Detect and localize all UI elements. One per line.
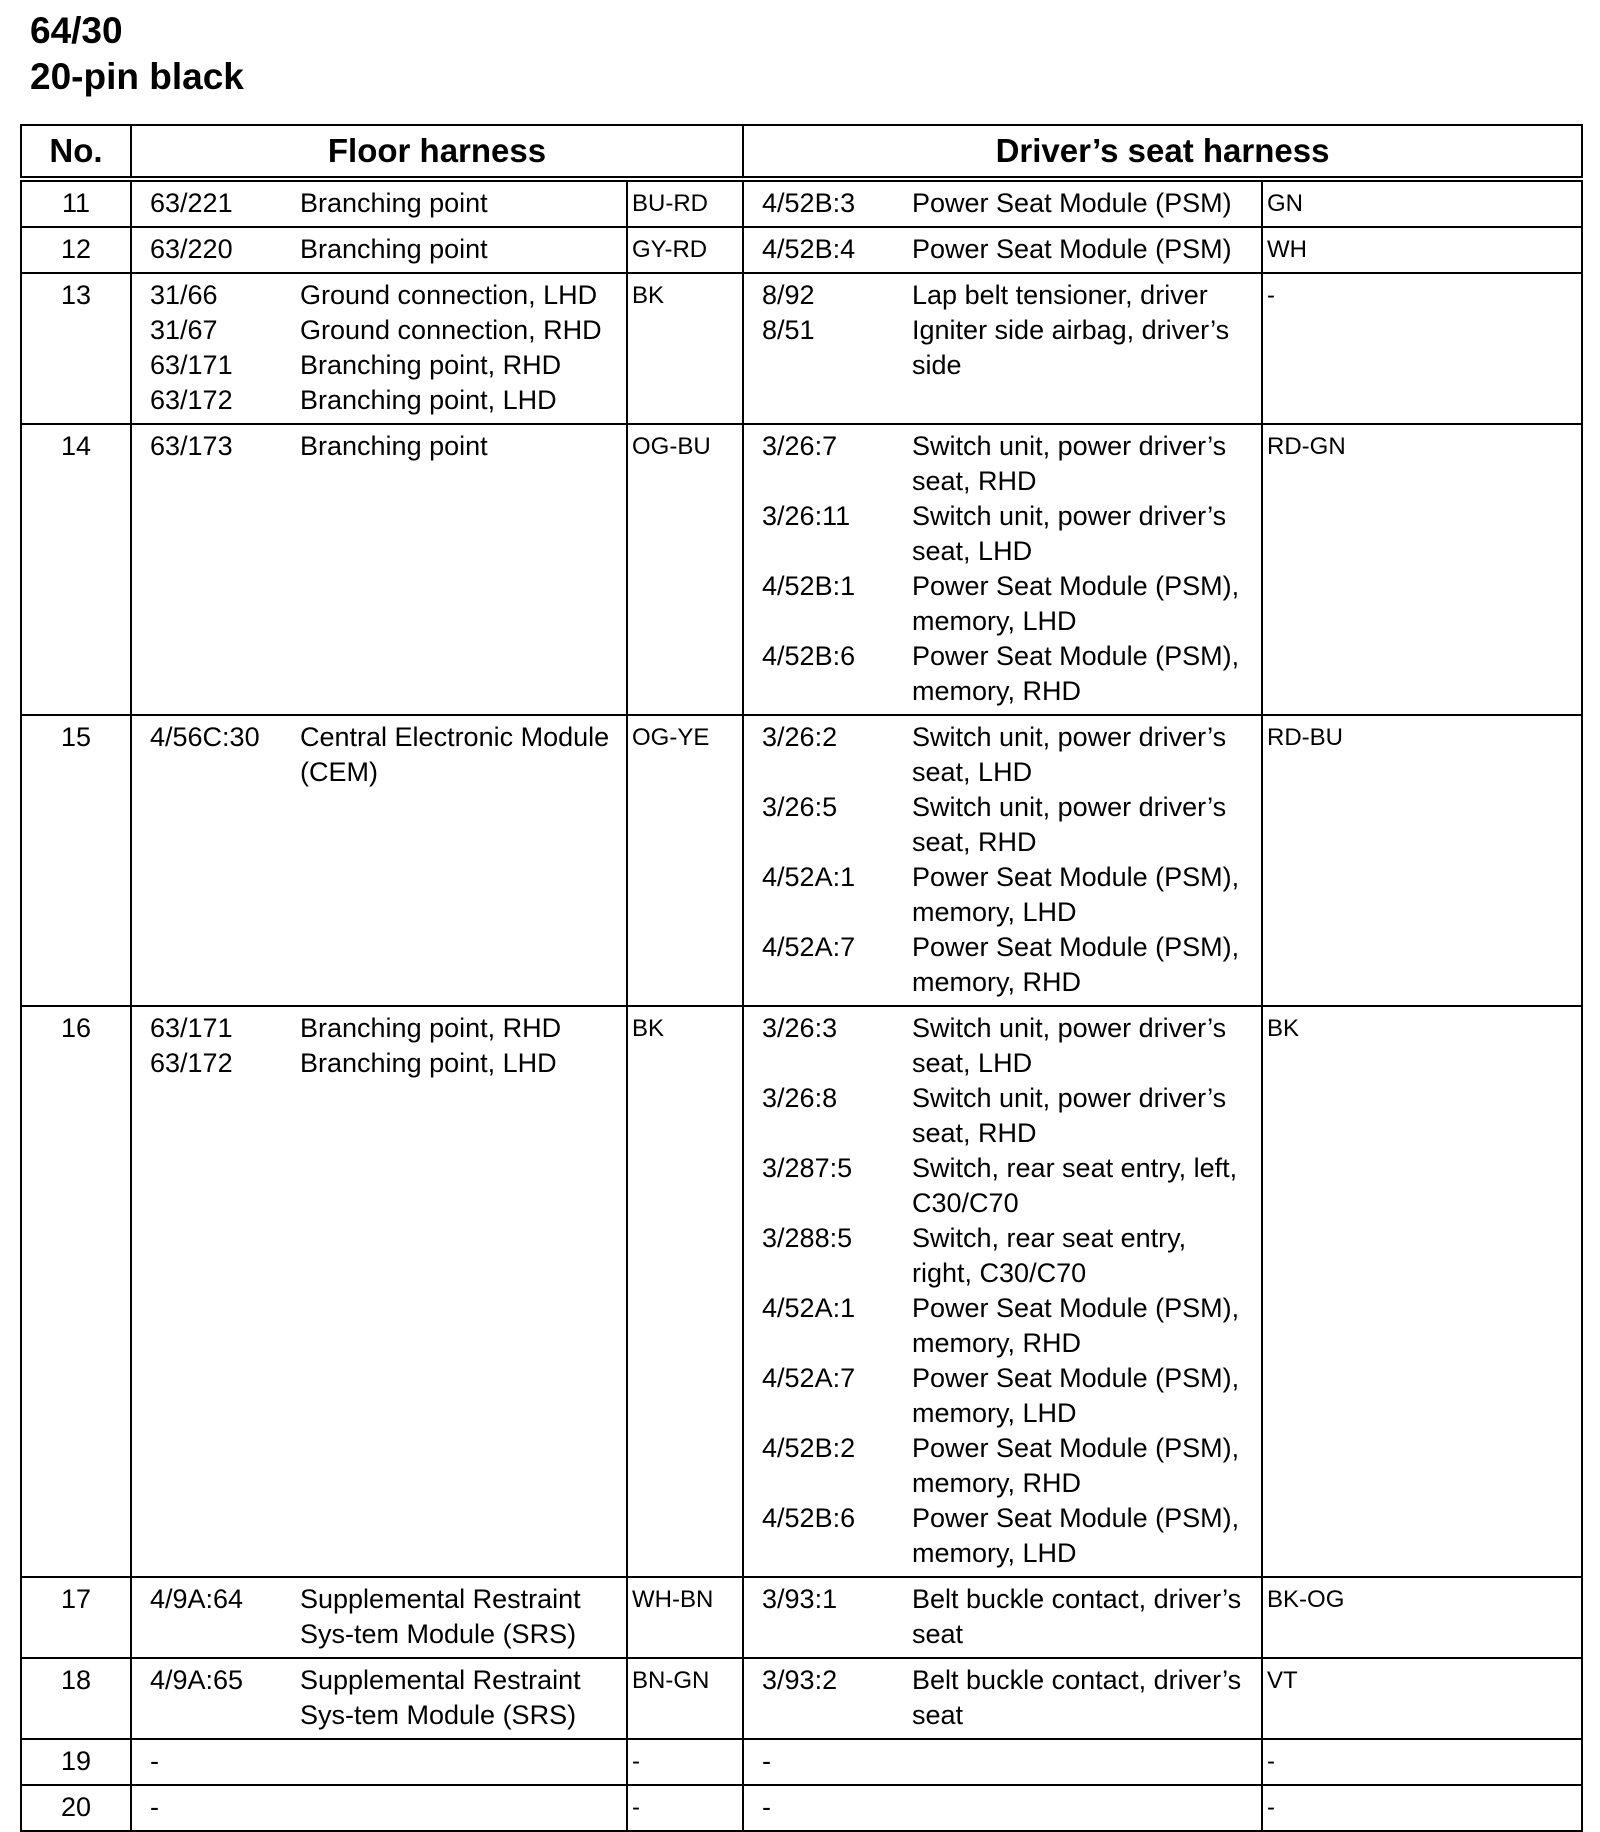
floor-wire-color: BU-RD <box>627 179 743 227</box>
floor-component-description: Branching point, LHD <box>300 1048 557 1078</box>
driver-component-code: 4/52B:2 <box>762 1433 856 1463</box>
header-floor-harness: Floor harness <box>131 125 743 179</box>
floor-harness-cell <box>131 273 627 424</box>
floor-harness-cell <box>131 1739 627 1785</box>
floor-entries <box>136 1744 622 1779</box>
floor-component-description: Branching point, RHD <box>300 350 562 380</box>
table-row <box>21 1785 1582 1831</box>
document-heading <box>30 8 244 100</box>
pin-number: 20 <box>21 1785 131 1831</box>
floor-component-code: 63/221 <box>150 188 233 218</box>
driver-component-description: Lap belt tensioner, driver <box>912 280 1208 310</box>
driver-component-description: Power Seat Module (PSM), memory, RHD <box>912 1433 1240 1498</box>
driver-component-code: 3/26:11 <box>762 501 851 531</box>
table-row <box>21 1577 1582 1658</box>
floor-entries <box>136 429 622 464</box>
driver-component-code: 4/52A:7 <box>762 1363 856 1393</box>
driver-wire-color: WH <box>1262 227 1582 273</box>
table-row <box>21 179 1582 227</box>
driver-harness-cell <box>743 1739 1262 1785</box>
floor-harness-cell <box>131 424 627 715</box>
driver-component-code: 3/26:8 <box>762 1083 838 1113</box>
floor-component-code: 63/171 <box>150 350 233 380</box>
header-no: No. <box>21 125 131 179</box>
floor-component-description: Supplemental Restraint Sys-tem Module (SRS) <box>300 1584 581 1649</box>
floor-entries <box>136 232 622 267</box>
floor-harness-cell <box>131 1785 627 1831</box>
driver-component-description: Power Seat Module (PSM) <box>912 234 1232 264</box>
table-row <box>21 1739 1582 1785</box>
pin-number: 14 <box>21 424 131 715</box>
driver-wire-color: - <box>1262 273 1582 424</box>
driver-component-code: 8/92 <box>762 280 815 310</box>
floor-component-description: Supplemental Restraint Sys-tem Module (SRS) <box>300 1665 581 1730</box>
driver-component-code: 4/52B:6 <box>762 1503 856 1533</box>
driver-component-code: 3/26:2 <box>762 722 838 752</box>
driver-harness-cell <box>743 1658 1262 1739</box>
floor-component-description: Ground connection, LHD <box>300 280 598 310</box>
driver-component-code: 4/52B:3 <box>762 188 856 218</box>
driver-component-code: 4/52A:7 <box>762 932 856 962</box>
floor-wire-color: OG-BU <box>627 424 743 715</box>
floor-wire-color: BN-GN <box>627 1658 743 1739</box>
table-row <box>21 1006 1582 1577</box>
driver-component-description: Power Seat Module (PSM), memory, LHD <box>912 1503 1240 1568</box>
floor-component-code: 4/56C:30 <box>150 722 260 752</box>
driver-component-description <box>912 1790 1257 1825</box>
driver-component-description: Switch unit, power driver’s seat, RHD <box>912 1083 1227 1148</box>
table-header-row <box>21 125 1582 179</box>
driver-entries <box>748 1582 1257 1652</box>
pin-table <box>20 124 1583 1832</box>
table-row <box>21 1658 1582 1739</box>
driver-entries <box>748 1011 1257 1571</box>
floor-component-code: - <box>150 1792 159 1822</box>
driver-harness-cell <box>743 227 1262 273</box>
driver-component-description: Switch, rear seat entry, right, C30/C70 <box>912 1223 1187 1288</box>
driver-component-code: 3/288:5 <box>762 1223 853 1253</box>
floor-component-code: 4/9A:64 <box>150 1584 244 1614</box>
floor-component-description: Branching point <box>300 188 488 218</box>
driver-component-code: 4/52A:1 <box>762 862 856 892</box>
driver-component-description <box>912 1744 1257 1779</box>
floor-wire-color: - <box>627 1785 743 1831</box>
driver-component-description: Power Seat Module (PSM) <box>912 188 1232 218</box>
driver-component-code: 3/93:1 <box>762 1584 838 1614</box>
driver-component-code: 3/26:3 <box>762 1013 838 1043</box>
driver-harness-cell <box>743 1006 1262 1577</box>
pin-number: 13 <box>21 273 131 424</box>
driver-component-code: 8/51 <box>762 315 815 345</box>
driver-entries <box>748 429 1257 709</box>
floor-entries <box>136 1663 622 1733</box>
floor-component-description: Branching point <box>300 234 488 264</box>
driver-component-description: Switch unit, power driver’s seat, LHD <box>912 722 1227 787</box>
pin-number: 17 <box>21 1577 131 1658</box>
driver-wire-color: BK <box>1262 1006 1582 1577</box>
floor-component-code: 4/9A:65 <box>150 1665 244 1695</box>
driver-entries <box>748 232 1257 267</box>
floor-entries <box>136 278 622 418</box>
driver-component-description: Power Seat Module (PSM), memory, LHD <box>912 1363 1240 1428</box>
driver-entries <box>748 1790 1257 1825</box>
driver-component-description: Power Seat Module (PSM), memory, RHD <box>912 641 1240 706</box>
driver-wire-color: RD-BU <box>1262 715 1582 1006</box>
floor-entries <box>136 186 622 221</box>
floor-harness-cell <box>131 179 627 227</box>
driver-component-code: 3/26:7 <box>762 431 838 461</box>
driver-wire-color: - <box>1262 1785 1582 1831</box>
driver-entries <box>748 1663 1257 1733</box>
floor-component-code: 63/173 <box>150 431 233 461</box>
driver-harness-cell <box>743 1785 1262 1831</box>
floor-component-description <box>300 1790 622 1825</box>
table-row <box>21 715 1582 1006</box>
floor-wire-color: WH-BN <box>627 1577 743 1658</box>
driver-component-description: Power Seat Module (PSM), memory, LHD <box>912 571 1240 636</box>
floor-component-description: Central Electronic Module (CEM) <box>300 722 610 787</box>
floor-entries <box>136 1790 622 1825</box>
driver-harness-cell <box>743 424 1262 715</box>
floor-wire-color: GY-RD <box>627 227 743 273</box>
driver-component-code: 4/52B:4 <box>762 234 856 264</box>
pin-number: 19 <box>21 1739 131 1785</box>
driver-component-description: Switch unit, power driver’s seat, RHD <box>912 792 1227 857</box>
floor-component-code: 31/67 <box>150 315 218 345</box>
driver-component-description: Power Seat Module (PSM), memory, RHD <box>912 932 1240 997</box>
driver-component-description: Power Seat Module (PSM), memory, RHD <box>912 1293 1240 1358</box>
driver-entries <box>748 186 1257 221</box>
driver-component-code: 4/52B:1 <box>762 571 856 601</box>
driver-harness-cell <box>743 1577 1262 1658</box>
connector-id: 64/30 <box>30 10 123 51</box>
driver-entries <box>748 278 1257 383</box>
driver-wire-color: GN <box>1262 179 1582 227</box>
driver-component-code: 3/26:5 <box>762 792 838 822</box>
floor-component-description: Branching point, RHD <box>300 1013 562 1043</box>
floor-component-code: 63/172 <box>150 1048 233 1078</box>
floor-harness-cell <box>131 715 627 1006</box>
driver-component-code: 3/287:5 <box>762 1153 853 1183</box>
floor-harness-cell <box>131 227 627 273</box>
driver-component-code: 3/93:2 <box>762 1665 838 1695</box>
pin-number: 18 <box>21 1658 131 1739</box>
connector-description: 20-pin black <box>30 56 244 97</box>
floor-harness-cell <box>131 1658 627 1739</box>
driver-entries <box>748 720 1257 1000</box>
driver-component-description: Switch unit, power driver’s seat, RHD <box>912 431 1227 496</box>
floor-wire-color: BK <box>627 273 743 424</box>
floor-entries <box>136 1582 622 1652</box>
table-row <box>21 424 1582 715</box>
floor-entries <box>136 1011 622 1081</box>
driver-component-description: Belt buckle contact, driver’s seat <box>912 1584 1242 1649</box>
pin-number: 16 <box>21 1006 131 1577</box>
floor-harness-cell <box>131 1577 627 1658</box>
floor-component-description: Ground connection, RHD <box>300 315 602 345</box>
floor-harness-cell <box>131 1006 627 1577</box>
driver-component-description: Switch unit, power driver’s seat, LHD <box>912 501 1227 566</box>
table-row <box>21 273 1582 424</box>
header-drivers-seat-harness: Driver’s seat harness <box>743 125 1582 179</box>
pin-number: 11 <box>21 179 131 227</box>
driver-component-code: - <box>762 1746 772 1776</box>
driver-harness-cell <box>743 715 1262 1006</box>
driver-component-description: Switch unit, power driver’s seat, LHD <box>912 1013 1227 1078</box>
floor-component-code: 63/171 <box>150 1013 233 1043</box>
driver-component-code: 4/52A:1 <box>762 1293 856 1323</box>
floor-component-code: - <box>150 1746 159 1776</box>
driver-component-description: Belt buckle contact, driver’s seat <box>912 1665 1242 1730</box>
driver-component-description: Power Seat Module (PSM), memory, LHD <box>912 862 1240 927</box>
driver-component-code: 4/52B:6 <box>762 641 856 671</box>
driver-wire-color: RD-GN <box>1262 424 1582 715</box>
driver-entries <box>748 1744 1257 1779</box>
floor-component-description: Branching point, LHD <box>300 385 557 415</box>
pin-number: 12 <box>21 227 131 273</box>
floor-component-description <box>300 1744 622 1779</box>
driver-wire-color: - <box>1262 1739 1582 1785</box>
driver-harness-cell <box>743 273 1262 424</box>
floor-component-description: Branching point <box>300 431 488 461</box>
floor-wire-color: OG-YE <box>627 715 743 1006</box>
floor-component-code: 63/172 <box>150 385 233 415</box>
floor-wire-color: - <box>627 1739 743 1785</box>
table-body <box>21 179 1582 1831</box>
floor-component-code: 63/220 <box>150 234 233 264</box>
table-row <box>21 227 1582 273</box>
driver-harness-cell <box>743 179 1262 227</box>
floor-component-code: 31/66 <box>150 280 218 310</box>
driver-component-code: - <box>762 1792 772 1822</box>
pin-number: 15 <box>21 715 131 1006</box>
driver-component-description: Igniter side airbag, driver’s side <box>912 315 1230 380</box>
driver-component-description: Switch, rear seat entry, left, C30/C70 <box>912 1153 1238 1218</box>
driver-wire-color: BK-OG <box>1262 1577 1582 1658</box>
floor-entries <box>136 720 622 790</box>
floor-wire-color: BK <box>627 1006 743 1577</box>
driver-wire-color: VT <box>1262 1658 1582 1739</box>
